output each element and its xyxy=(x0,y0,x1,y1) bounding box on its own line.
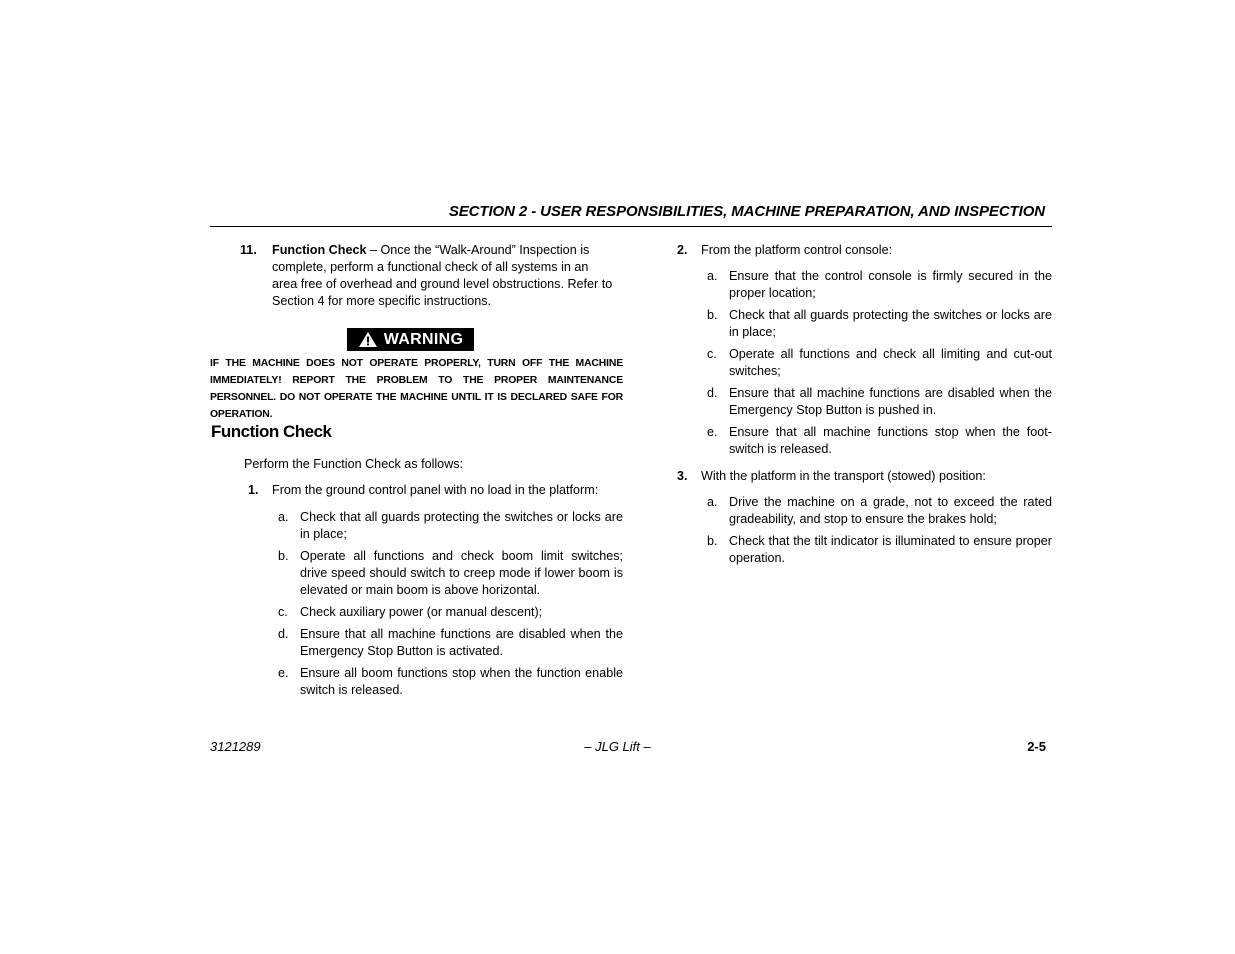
step-1c-text: Check auxiliary power (or manual descent); xyxy=(300,605,543,619)
item-11-line-3: area free of overhead and ground level obstructions. Refer to xyxy=(272,277,613,291)
step-3a-letter: a. xyxy=(707,495,718,509)
step-3a-text: Drive the machine on a grade, not to exceed the rated gradeability, and stop to ensure the brakes hold; xyxy=(729,495,1052,526)
step-2e-letter: e. xyxy=(707,425,718,439)
step-1-number: 1. xyxy=(248,483,259,497)
step-2d-text: Ensure that all machine functions are disabled when the Emergency Stop Button is pushed in. xyxy=(729,386,1052,417)
step-2-text: From the platform control console: xyxy=(701,243,893,257)
step-1d-text: Ensure that all machine functions are disabled when the Emergency Stop Button is activated. xyxy=(300,627,623,658)
step-2a-text: Ensure that the control console is firmly secured in the proper location; xyxy=(729,269,1052,300)
footer-page-number: 2-5 xyxy=(1027,739,1046,754)
step-1e-letter: e. xyxy=(278,666,289,680)
item-11-line-1 xyxy=(272,242,627,259)
step-1b-letter: b. xyxy=(278,549,289,563)
warning-text: IF THE MACHINE DOES NOT OPERATE PROPERLY, TURN OFF THE MACHINE IMMEDIATELY! REPORT THE PROBLEM TO THE PROPER MAINTENANCE PERSONNEL. DO NOT OPERATE THE MACHINE UNTIL IT IS DECLARED SAFE FOR OPERATION. xyxy=(210,358,623,420)
step-3-text: With the platform in the transport (stowed) position: xyxy=(701,469,986,483)
step-2b-text: Check that all guards protecting the switches or locks are in place; xyxy=(729,308,1052,339)
item-11-text xyxy=(272,242,627,310)
step-2b-letter: b. xyxy=(707,308,718,322)
item-11-line-1-rest: – Once the “Walk-Around” Inspection is xyxy=(366,243,590,257)
step-1-text: From the ground control panel with no load in the platform: xyxy=(272,483,599,497)
step-2c-letter: c. xyxy=(707,347,717,361)
step-3b-letter: b. xyxy=(707,534,718,548)
step-1a-text: Check that all guards protecting the switches or locks are in place; xyxy=(300,510,623,541)
step-2c-text: Operate all functions and check all limiting and cut-out switches; xyxy=(729,347,1052,378)
item-11-line-4: Section 4 for more specific instructions. xyxy=(272,294,492,308)
step-2e-text: Ensure that all machine functions stop when the foot-switch is released. xyxy=(729,425,1052,456)
item-11-title: Function Check xyxy=(272,243,367,257)
step-2d-letter: d. xyxy=(707,386,718,400)
step-1e-text: Ensure all boom functions stop when the function enable switch is released. xyxy=(300,666,623,697)
function-check-heading: Function Check xyxy=(211,422,332,441)
step-3-number: 3. xyxy=(677,469,688,483)
step-1a-letter: a. xyxy=(278,510,289,524)
step-3b-text: Check that the tilt indicator is illuminated to ensure proper operation. xyxy=(729,534,1052,565)
warning-label: WARNING xyxy=(383,330,464,348)
section-header: SECTION 2 - USER RESPONSIBILITIES, MACHINE PREPARATION, AND INSPECTION xyxy=(448,203,1045,220)
step-1c-letter: c. xyxy=(278,605,288,619)
footer-doc-number: 3121289 xyxy=(210,739,261,754)
step-2a-letter: a. xyxy=(707,269,718,283)
footer-center: – JLG Lift – xyxy=(584,739,651,754)
step-1d-letter: d. xyxy=(278,627,289,641)
function-check-intro: Perform the Function Check as follows: xyxy=(244,457,464,471)
warning-triangle-icon xyxy=(358,331,378,348)
item-11-number: 11. xyxy=(240,243,257,257)
warning-banner xyxy=(347,328,474,351)
step-2-number: 2. xyxy=(677,243,688,257)
step-1b-text: Operate all functions and check boom limit switches; drive speed should switch to creep mode if lower boom is elevated or main boom is above horizontal. xyxy=(300,549,623,597)
item-11-line-2: complete, perform a functional check of all systems in an xyxy=(272,260,589,274)
header-rule xyxy=(210,226,1052,227)
